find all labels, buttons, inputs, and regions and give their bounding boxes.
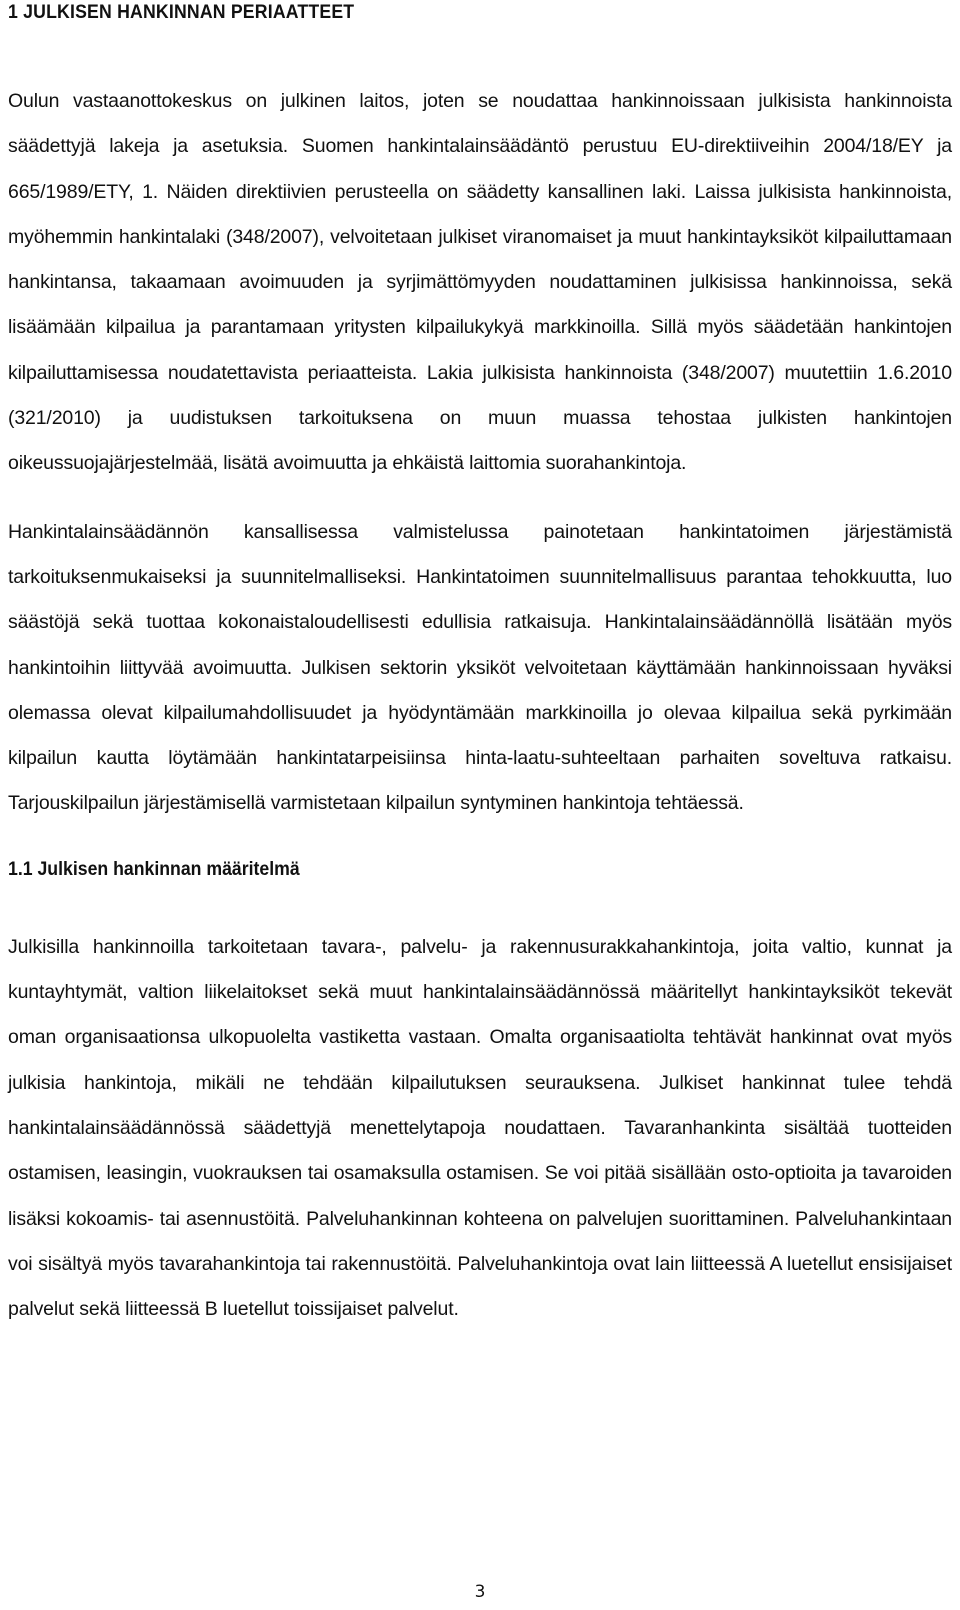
subsection-heading: 1.1 Julkisen hankinnan määritelmä <box>8 858 300 880</box>
paragraph-intro: Oulun vastaanottokeskus on julkinen laitos, joten se noudattaa hankinnoissaan julkisista hankinnoista säädettyjä lakeja ja asetuksia. Suomen hankintalainsäädäntö perustuu EU-direktiiveihin 2004/18/EY ja 665/1989/ETY, 1. Näiden direktiivien perusteella on säädetty kansallinen laki. Laissa julkisista hankinnoista, myöhemmin hankintalaki (348/2007), velvoitetaan julkiset viranomaiset ja muut hankintayksiköt kilpailuttamaan hankintansa, takaamaan avoimuuden ja syrjimättömyyden noudattaminen julkisissa hankinnoissa, sekä lisäämään kilpailua ja parantamaan yritysten kilpailukykyä markkinoilla. Sillä myös säädetään hankintojen kilpailuttamisessa noudatettavista periaatteista. Lakia julkisista hankinnoista (348/2007) muutettiin 1.6.2010 (321/2010) ja uudistuksen tarkoituksena on muun muassa tehostaa julkisten hankintojen oikeussuojajärjestelmää, lisätä avoimuutta ja ehkäistä laittomia suorahankintoja. <box>8 90 952 475</box>
paragraph-legislation: Hankintalainsäädännön kansallisessa valmistelussa painotetaan hankintatoimen järjestämistä tarkoituksenmukaiseksi ja suunnitelmalliseksi. Hankintatoimen suunnitelmallisuus parantaa tehokkuutta, luo säästöjä sekä tuottaa kokonaistaloudellisesti edullisia ratkaisuja. Hankintalainsäädännöllä lisätään myös hankintoihin liittyvää avoimuutta. Julkisen sektorin yksiköt velvoitetaan käyttämään hankinnoissaan hyväksi olemassa olevat kilpailumahdollisuudet ja hyödyntämään markkinoilla jo olevaa kilpailua sekä pyrkimään kilpailun kautta löytämään hankintatarpeisiinsa hinta-laatu-suhteeltaan parhaiten soveltuva ratkaisu. Tarjouskilpailun järjestämisellä varmistetaan kilpailun syntyminen hankintoja tehtäessä. <box>8 520 952 815</box>
section-heading: 1 JULKISEN HANKINNAN PERIAATTEET <box>8 2 355 23</box>
page-number: 3 <box>474 1582 486 1602</box>
document-page <box>8 0 952 1332</box>
paragraph-definition: Julkisilla hankinnoilla tarkoitetaan tavara-, palvelu- ja rakennusurakkahankintoja, joita valtio, kunnat ja kuntayhtymät, valtion liikelaitokset sekä muut hankintalainsäädännössä määritellyt hankintayksiköt tekevät oman organisaationsa ulkopuolelta vastiketta vastaan. Omalta organisaatiolta tehtävät hankinnat ovat myös julkisia hankintoja, mikäli ne tehdään kilpailutuksen seurauksena. Julkiset hankinnat tulee tehdä hankintalainsäädännössä säädettyjä menettelytapoja noudattaen. Tavaranhankinta sisältää tuotteiden ostamisen, leasingin, vuokrauksen tai osamaksulla ostamisen. Se voi pitää sisällään osto-optioita ja tavaroiden lisäksi kokoamis- tai asennustöitä. Palveluhankinnan kohteena on palvelujen suorittaminen. Palveluhankintaan voi sisältyä myös tavarahankintoja tai rakennustöitä. Palveluhankintoja ovat lain liitteessä A luetellut ensisijaiset palvelut sekä liitteessä B luetellut toissijaiset palvelut. <box>8 935 952 1321</box>
